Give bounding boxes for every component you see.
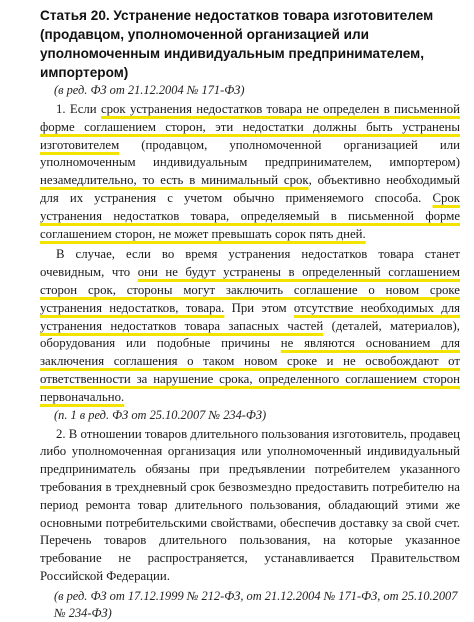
p2-highlight-no-release: не являются основанием для заключения соглашения о таком новом сроке и не освобождают от ответственности за нарушение срока, определенного соглашением сторон первоначально. (40, 336, 460, 404)
amendment-note-p1: (п. 1 в ред. ФЗ от 25.10.2007 № 234-ФЗ) (54, 407, 267, 422)
p2-text-e: (деталей, материалов), оборудования или подобные причины (40, 318, 460, 351)
p2-text-c: При этом (224, 300, 294, 315)
p1-highlight-term: срок устранения недостатков товара не определен в письменной форме соглашением сторон, эти недостатки должны быть устранены изготовителем (40, 102, 460, 152)
amendment-note-p2: (в ред. ФЗ от 17.12.1999 № 212-ФЗ, от 21.12.2004 № 171-ФЗ, от 25.10.2007 № 234-ФЗ) (54, 588, 458, 620)
p1-text-a: 1. Если (56, 102, 101, 116)
paragraph-1 (40, 101, 460, 243)
p2-text-a: В случае, если во время устранения недостатков товара станет очевидным, что (40, 247, 460, 280)
p2-highlight-new-term: они не будут устранены в определенный соглашением сторон срок, стороны могут заключить соглашение о новом сроке устранения недостатков, товара. (40, 265, 460, 315)
paragraph-2: 2. В отношении товаров длительного пользования изготовитель, продавец либо уполномоченная организация или уполномоченный индивидуальный предприниматель обязаны при предъявлении потребителем указанного требования в трехдневный срок безвозмездно предоставить потребителю на период ремонта товар длительного пользования, обладающий этими же основными потребительскими свойствами, обеспечив доставку за свой счет. Перечень товаров длительного пользования, на которые указанное требование не распространяется, устанавливается Правительством Российской Федерации. (40, 426, 460, 583)
paragraph-1-continued (40, 246, 460, 406)
article-title: Статья 20. Устранение недостатков товара изготовителем (продавцом, уполномоченной организацией или уполномоченным индивидуальным предпринимателем, импортером) (40, 8, 434, 80)
p1-highlight-immediately: незамедлительно, то есть в минимальный срок (40, 173, 309, 188)
p1-highlight-45-days: Срок устранения недостатков товара, определяемый в письменной форме соглашением сторон, не может превышать сорок пять дней. (40, 190, 460, 241)
p2-highlight-spare-parts: отсутствие необходимых для устранения недостатков товара запасных частей (40, 300, 460, 333)
p1-text-e: , объективно необходимый для их устранения с учетом обычно применяемого способа. (40, 173, 460, 205)
amendment-note-header: (в ред. ФЗ от 21.12.2004 № 171-ФЗ) (54, 83, 245, 97)
p1-text-c: (продавцом, уполномоченной организацией или уполномоченным индивидуальным предпринимателем, импортером) (40, 137, 460, 170)
